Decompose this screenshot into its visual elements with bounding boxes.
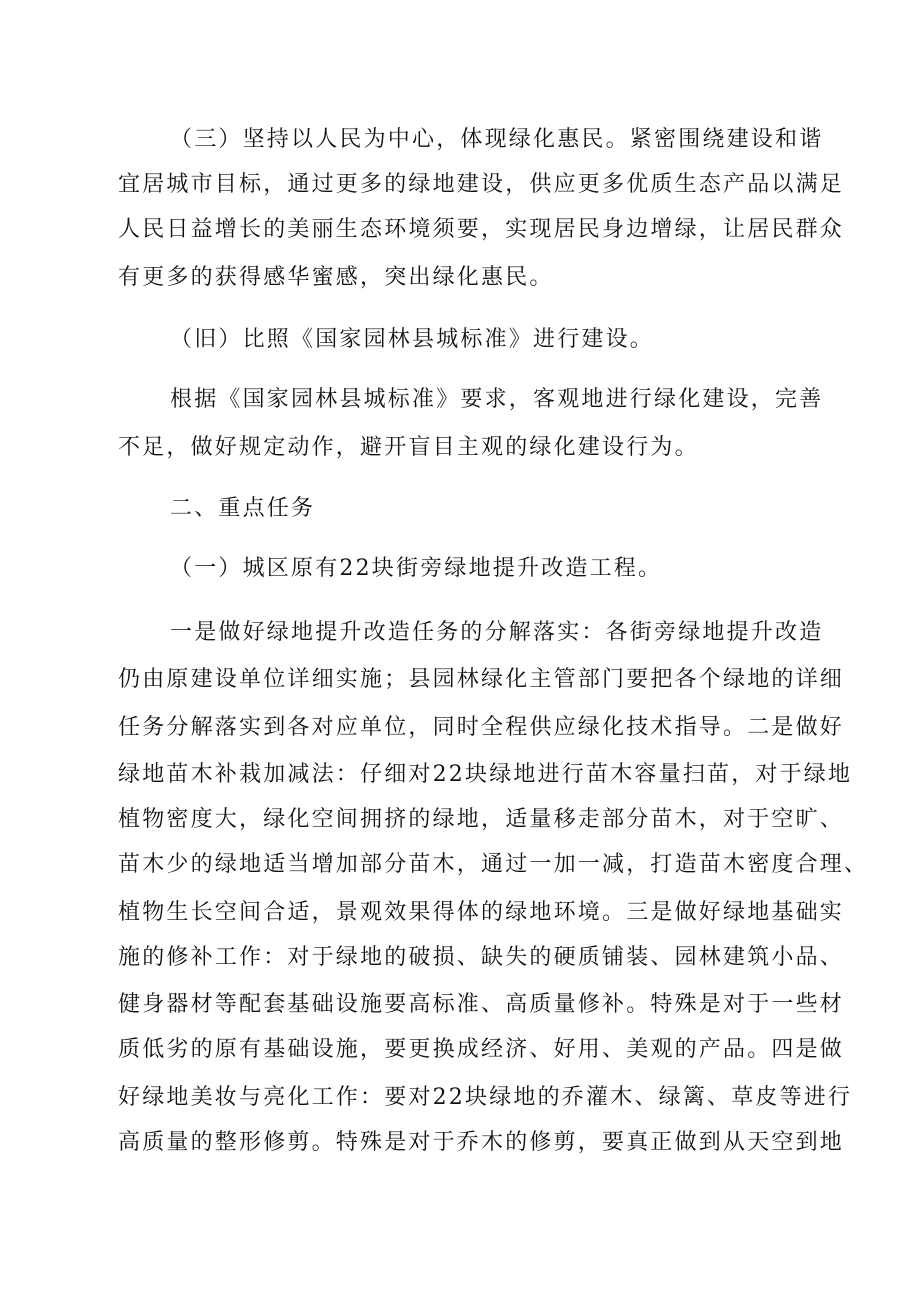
- text-line: 质低劣的原有基础设施，要更换成经济、好用、美观的产品。四是做: [118, 1037, 845, 1062]
- text-line: 仍由原建设单位详细实施；县园林绿化主管部门要把各个绿地的详细: [118, 667, 845, 692]
- text-line: 人民日益增长的美丽生态环境须要，实现居民身边增绿，让居民群众: [118, 217, 845, 242]
- text-line: （三）坚持以人民为中心，体现绿化惠民。紧密围绕建设和谐: [170, 127, 824, 152]
- text-line: 植物生长空间合适，景观效果得体的绿地环境。三是做好绿地基础实: [118, 900, 845, 925]
- text-line: 不足，做好规定动作，避开盲目主观的绿化建设行为。: [118, 435, 699, 460]
- text-line: 任务分解落实到各对应单位，同时全程供应绿化技术指导。二是做好: [118, 715, 845, 740]
- subheading: （一）城区原有22块街旁绿地提升改造工程。: [170, 556, 663, 581]
- text-line: 苗木少的绿地适当增加部分苗木，通过一加一减，打造苗木密度合理、: [118, 852, 869, 877]
- text-line: 施的修补工作：对于绿地的破损、缺失的硬质铺装、园林建筑小品、: [118, 945, 845, 970]
- text-line: 有更多的获得感华蜜感，突出绿化惠民。: [118, 265, 554, 290]
- section-heading: 二、重点任务: [170, 496, 316, 521]
- text-line: 植物密度大，绿化空间拥挤的绿地，适量移走部分苗木，对于空旷、: [118, 807, 845, 832]
- text-line: 根据《国家园林县城标准》要求，客观地进行绿化建设，完善: [170, 387, 824, 412]
- text-line: 好绿地美妆与亮化工作：要对22块绿地的乔灌木、绿篱、草皮等进行: [118, 1085, 853, 1110]
- text-line: 健身器材等配套基础设施要高标准、高质量修补。特殊是对于一些材: [118, 992, 845, 1017]
- text-line: 绿地苗木补栽加减法：仔细对22块绿地进行苗木容量扫苗，对于绿地: [118, 762, 853, 787]
- text-line: （旧）比照《国家园林县城标准》进行建设。: [170, 327, 655, 352]
- text-line: 宜居城市目标，通过更多的绿地建设，供应更多优质生态产品以满足: [118, 172, 845, 197]
- text-line: 一是做好绿地提升改造任务的分解落实：各街旁绿地提升改造: [170, 620, 824, 645]
- text-line: 高质量的整形修剪。特殊是对于乔木的修剪，要真正做到从天空到地: [118, 1130, 845, 1155]
